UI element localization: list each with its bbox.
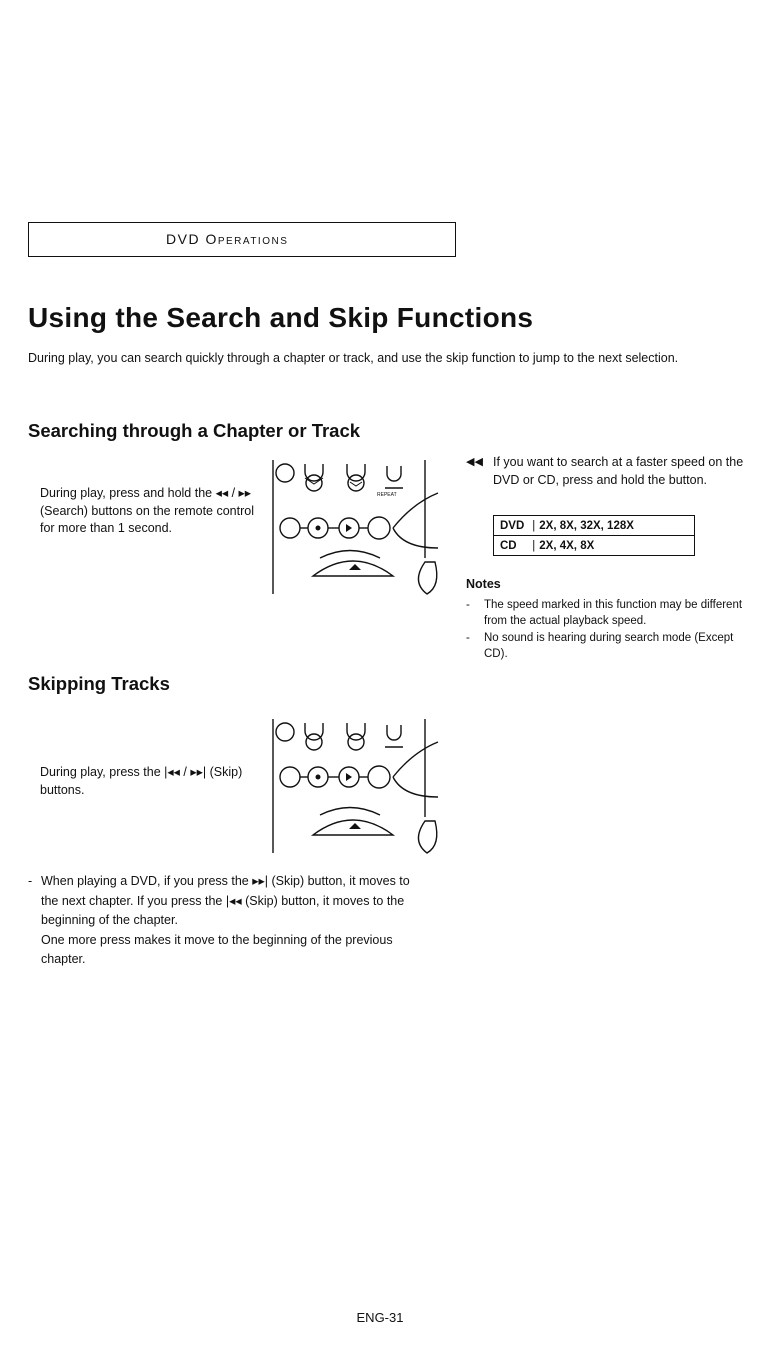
table-row — [494, 536, 695, 556]
fast-search-note — [466, 453, 756, 489]
skip-notes — [28, 872, 428, 970]
remote-repeat-label: REPEAT — [377, 492, 397, 498]
speed-label-cd: CD — [494, 536, 527, 556]
table-row — [494, 516, 695, 536]
skip-note-continuation: One more press makes it move to the beginning of the previous chapter. — [41, 932, 393, 966]
list-item — [28, 872, 428, 970]
page-number: ENG-31 — [356, 1310, 404, 1325]
list-item: - The speed marked in this function may be different from the actual playback speed. — [466, 597, 760, 629]
notes-list — [466, 597, 760, 663]
list-item: - No sound is hearing during search mode (Except CD). — [466, 630, 760, 662]
search-instruction: During play, press and hold the ◂◂ / ▸▸ (Search) buttons on the remote control for more than 1 second. — [40, 486, 255, 535]
speed-table — [493, 515, 695, 556]
speed-values-cd: | 2X, 4X, 8X — [526, 536, 695, 556]
arrow-left-icon: ◀◀ — [466, 456, 483, 468]
notes-title: Notes — [466, 577, 501, 591]
remote-control-illustration-search — [265, 458, 460, 598]
search-heading: Searching through a Chapter or Track — [28, 420, 361, 441]
intro-paragraph: During play, you can search quickly through a chapter or track, and use the skip function to jump to the next selection. — [28, 351, 679, 365]
section-header-label: DVD Operations — [166, 231, 289, 247]
page-title: Using the Search and Skip Functions — [28, 302, 534, 333]
speed-label-dvd: DVD — [494, 516, 527, 536]
skip-note-main: When playing a DVD, if you press the ▸▸| (Skip) button, it moves to the next chapter. If you press the |◂◂ (Skip) button, it moves to the beginning of the chapter. — [41, 874, 410, 927]
speed-values-dvd: | 2X, 8X, 32X, 128X — [526, 516, 695, 536]
skip-instruction: During play, press the |◂◂ / ▸▸| (Skip) buttons. — [40, 765, 243, 797]
fast-search-text: If you want to search at a faster speed on the DVD or CD, press and hold the button. — [493, 455, 744, 487]
skip-heading: Skipping Tracks — [28, 673, 170, 694]
section-header-box — [28, 222, 456, 257]
remote-control-illustration-skip — [265, 717, 460, 857]
